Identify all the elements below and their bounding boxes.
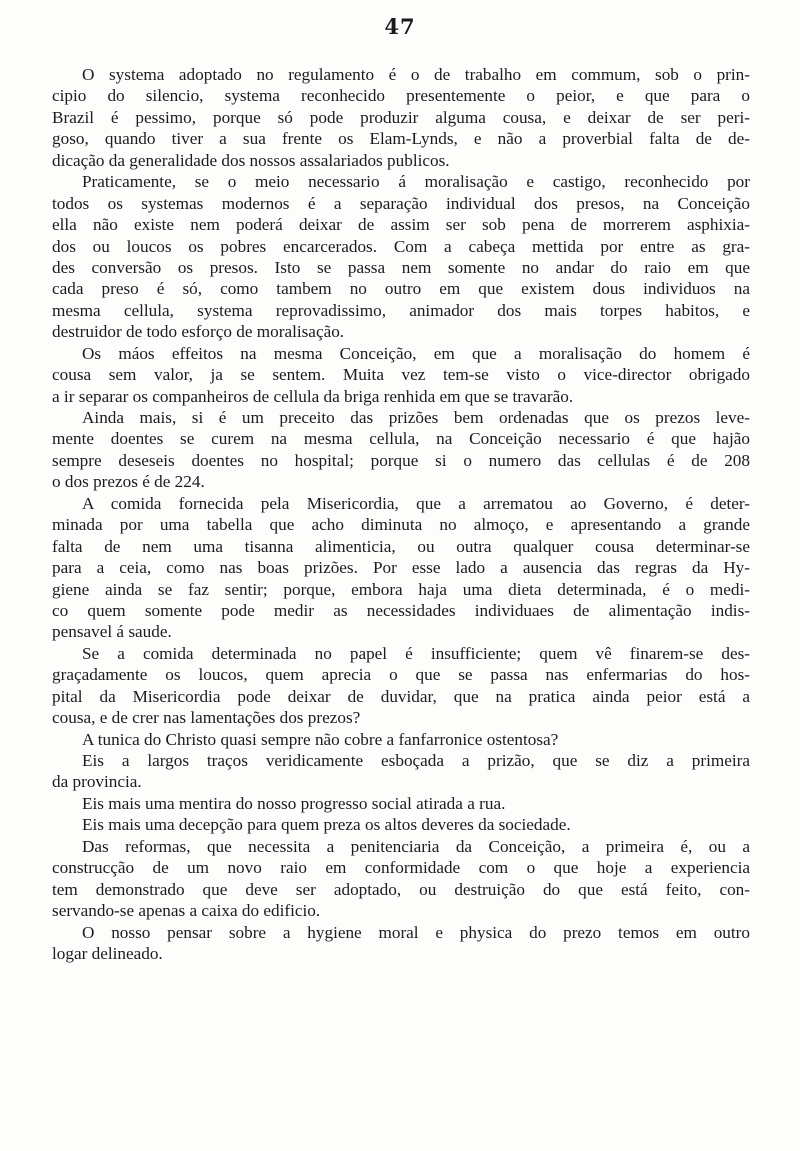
text-line: Ainda mais, si é um preceito das prizões bem ordenadas que os prezos leve- xyxy=(82,408,750,427)
text-line: Das reformas, que necessita a penitenciaria da Conceição, a primeira é, ou a xyxy=(82,836,750,856)
text-line: Se a comida determinada no papel é insufficiente; quem vê finarem-se des- xyxy=(82,643,750,663)
text-line: co quem somente pode medir as necessidades individuaes de alimentação indis- xyxy=(52,600,750,620)
text-line: minada por uma tabella que acho diminuta no almoço, e apresentando a grande xyxy=(52,515,750,535)
text-line: o dos prezos é de 224. xyxy=(52,472,205,492)
text-line: pensavel á saude. xyxy=(52,622,172,642)
text-line: Os máos effeitos na mesma Conceição, em que a moralisação do homem é xyxy=(82,343,750,363)
text-line: todos os systemas modernos é a separação individual dos presos, na Conceição xyxy=(52,193,750,213)
text-line: giene ainda se faz sentir; porque, embora haja uma dieta determinada, é o medi- xyxy=(52,579,750,599)
text-line: A tunica do Christo quasi sempre não cobre a fanfarronice ostentosa? xyxy=(82,729,559,749)
text-line: O systema adoptado no regulamento é o de trabalho em commum, sob o prin- xyxy=(82,65,750,84)
text-line: construcção de um novo raio em conformidade com o que hoje a experiencia xyxy=(52,858,750,878)
text-line: graçadamente os loucos, quem aprecia o que se passa nas enfermarias do hos- xyxy=(52,665,750,685)
text-line: Brazil é pessimo, porque só pode produzir alguma cousa, e deixar de ser peri- xyxy=(52,107,750,127)
text-line: cousa sem valor, ja se sentem. Muita vez tem-se visto o vice-director obrigado xyxy=(52,365,750,385)
text-line: Eis mais uma decepção para quem preza os altos deveres da sociedade. xyxy=(82,815,571,835)
text-line: goso, quando tiver a sua frente os Elam-Lynds, e não a proverbial falta de de- xyxy=(52,129,750,149)
text-line: des conversão os presos. Isto se passa nem somente no andar do raio em que xyxy=(52,257,750,277)
text-line: cipio do silencio, systema reconhecido presentemente o peior, e que para o xyxy=(52,86,750,106)
text-line: sempre deseseis doentes no hospital; porque si o numero das cellulas é de 208 xyxy=(52,450,750,470)
text-line: Eis a largos traços veridicamente esboçada a prizão, que se diz a primeira xyxy=(82,751,750,770)
text-line: tem demonstrado que deve ser adoptado, ou destruição do que está feito, con- xyxy=(52,879,750,899)
text-line: da provincia. xyxy=(52,772,142,792)
text-line: cousa, e de crer nas lamentações dos prezos? xyxy=(52,708,361,728)
text-line: logar delineado. xyxy=(52,943,163,963)
text-line: a ir separar os companheiros de cellula da briga renhida em que se travarão. xyxy=(52,386,574,406)
text-line: falta de nem uma tisanna alimenticia, ou outra qualquer cousa determinar-se xyxy=(52,536,750,556)
text-line: pital da Misericordia pode deixar de duvidar, que na pratica ainda peior está a xyxy=(52,686,750,706)
text-line: mente doentes se curem na mesma cellula, na Conceição necessario é que hajão xyxy=(52,429,750,449)
text-line: ella não existe nem poderá deixar de assim ser sob pena de morrerem asphixia- xyxy=(52,215,750,235)
text-line: dos ou loucos os pobres encarcerados. Com a cabeça mettida por entre as gra- xyxy=(52,236,750,256)
text-line: A comida fornecida pela Misericordia, que a arrematou ao Governo, é deter- xyxy=(82,493,750,513)
text-line: mesma cellula, systema reprovadissimo, animador dos mais torpes habitos, e xyxy=(52,300,750,320)
text-line: cada preso é só, como tambem no outro em que existem dous individuos na xyxy=(52,279,750,299)
text-line: dicação da generalidade dos nossos assalariados publicos. xyxy=(52,150,450,170)
text-line: destruidor de todo esforço de moralisação. xyxy=(52,322,345,342)
text-line: Praticamente, se o meio necessario á moralisação e castigo, reconhecido por xyxy=(82,172,750,192)
text-line: servando-se apenas a caixa do edificio. xyxy=(52,901,321,921)
page-number: 47 xyxy=(384,14,416,39)
body-text xyxy=(52,64,750,964)
text-line: O nosso pensar sobre a hygiene moral e physica do prezo temos em outro xyxy=(82,922,750,942)
text-line: Eis mais uma mentira do nosso progresso social atirada a rua. xyxy=(82,793,506,813)
text-line: para a ceia, como nas boas prizões. Por esse lado a ausencia das regras da Hy- xyxy=(52,558,750,578)
